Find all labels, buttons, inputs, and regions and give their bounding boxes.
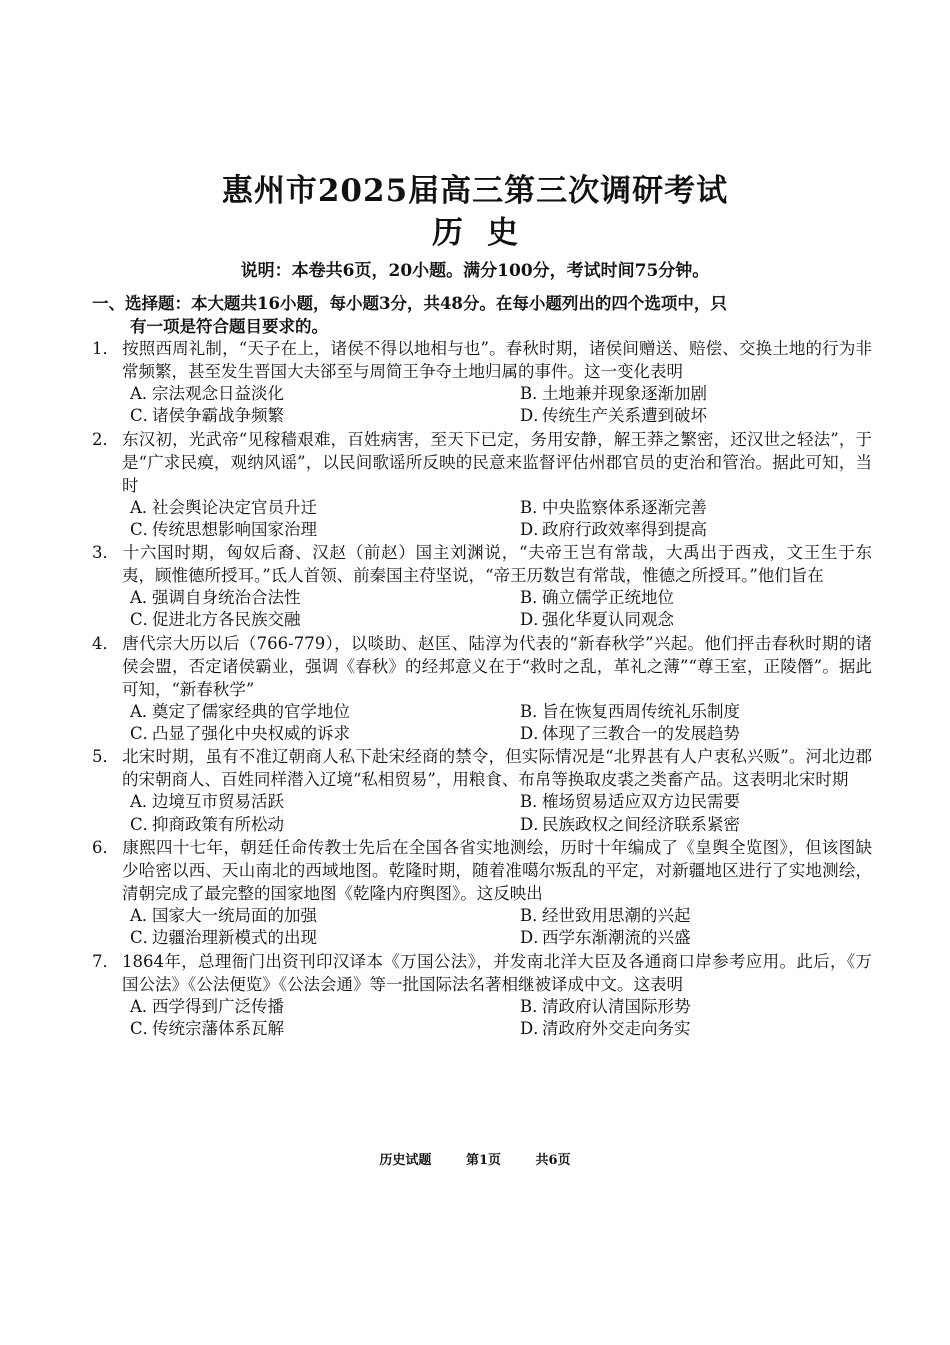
footer-subject: 历史试题 bbox=[379, 1153, 432, 1168]
question-number: 6． bbox=[92, 837, 119, 857]
option-c bbox=[92, 1018, 482, 1040]
question-stem bbox=[92, 950, 872, 996]
option-text: 促进北方各民族交融 bbox=[152, 610, 301, 630]
option-grid bbox=[92, 791, 872, 836]
option-text: 边疆治理新模式的出现 bbox=[152, 928, 317, 948]
option-a bbox=[92, 791, 482, 813]
option-letter: C． bbox=[130, 724, 160, 744]
option-grid bbox=[92, 383, 872, 428]
section-heading-line2: 有一项是符合题目要求的。 bbox=[130, 317, 328, 336]
option-c bbox=[92, 609, 482, 631]
question-number: 5． bbox=[92, 747, 119, 767]
option-letter: C． bbox=[130, 406, 160, 426]
option-letter: A． bbox=[130, 792, 159, 812]
option-text: 确立儒学正统地位 bbox=[542, 588, 674, 608]
option-letter: D． bbox=[520, 406, 550, 426]
option-text: 凸显了强化中央权威的诉求 bbox=[152, 724, 350, 744]
question-text: 东汉初，光武帝“见稼穑艰难，百姓病害，至天下已定，务用安静，解王莽之繁密，还汉世之轻法”，于是“广求民瘼，观纳风谣”，以民间歌谣所反映的民意来监督评估州郡官员的吏治和管治。据此可知，当时 bbox=[122, 429, 872, 495]
exam-instructions: 说明：本卷共6页，20小题。满分100分，考试时间75分钟。 bbox=[240, 261, 710, 281]
option-text: 清政府认清国际形势 bbox=[542, 996, 691, 1016]
option-letter: A． bbox=[130, 588, 159, 608]
question-text: 1864年，总理衙门出资刊印汉译本《万国公法》，并发南北洋大臣及各通商口岸参考应用。此后，《万国公法》《公法便览》《公法会通》等一批国际法名著相继被译成中文。这表明 bbox=[122, 951, 872, 994]
option-letter: A． bbox=[130, 996, 159, 1016]
option-letter: D． bbox=[520, 519, 550, 539]
option-letter: B． bbox=[520, 497, 549, 517]
question-number: 2． bbox=[92, 429, 119, 449]
option-b bbox=[482, 905, 872, 927]
option-d bbox=[482, 1018, 872, 1040]
option-a bbox=[92, 905, 482, 927]
question-stem bbox=[92, 428, 872, 497]
option-text: 政府行政效率得到提高 bbox=[542, 519, 707, 539]
question bbox=[92, 337, 872, 428]
option-letter: B． bbox=[520, 792, 549, 812]
option-letter: D． bbox=[520, 610, 550, 630]
question-stem bbox=[92, 745, 872, 791]
question-number: 1． bbox=[92, 339, 119, 358]
question bbox=[92, 541, 872, 632]
option-text: 旨在恢复西周传统礼乐制度 bbox=[542, 701, 740, 721]
option-c bbox=[92, 519, 482, 541]
option-a bbox=[92, 996, 482, 1018]
option-c bbox=[92, 927, 482, 949]
option-b bbox=[482, 996, 872, 1018]
option-d bbox=[482, 927, 872, 949]
option-grid bbox=[92, 587, 872, 632]
option-b bbox=[482, 497, 872, 519]
question bbox=[92, 632, 872, 746]
option-letter: C． bbox=[130, 1018, 160, 1038]
option-letter: B． bbox=[520, 384, 549, 403]
option-grid bbox=[92, 701, 872, 746]
exam-subject: 历史 bbox=[432, 215, 542, 251]
option-text: 西学东渐潮流的兴盛 bbox=[542, 928, 691, 948]
option-d bbox=[482, 723, 872, 745]
question-list bbox=[92, 337, 872, 1040]
option-text: 西学得到广泛传播 bbox=[152, 996, 284, 1016]
option-text: 清政府外交走向务实 bbox=[542, 1018, 691, 1038]
option-grid bbox=[92, 497, 872, 542]
option-text: 榷场贸易适应双方边民需要 bbox=[542, 792, 740, 812]
option-letter: D． bbox=[520, 814, 550, 834]
option-b bbox=[482, 701, 872, 723]
question bbox=[92, 428, 872, 542]
option-d bbox=[482, 405, 872, 427]
option-a bbox=[92, 383, 482, 405]
option-letter: C． bbox=[130, 928, 160, 948]
option-text: 抑商政策有所松动 bbox=[152, 814, 284, 834]
option-text: 边境互市贸易活跃 bbox=[152, 792, 284, 812]
option-c bbox=[92, 405, 482, 427]
option-text: 奠定了儒家经典的官学地位 bbox=[152, 701, 350, 721]
question-stem bbox=[92, 337, 872, 383]
option-a bbox=[92, 587, 482, 609]
option-text: 国家大一统局面的加强 bbox=[152, 905, 317, 925]
option-a bbox=[92, 701, 482, 723]
question-text: 按照西周礼制，“天子在上，诸侯不得以地相与也”。春秋时期，诸侯间赠送、赔偿、交换土地的行为非常频繁，甚至发生晋国大夫郤至与周简王争夺土地归属的事件。这一变化表明 bbox=[122, 339, 872, 381]
option-text: 中央监察体系逐渐完善 bbox=[542, 497, 707, 517]
option-a bbox=[92, 497, 482, 519]
option-letter: B． bbox=[520, 996, 549, 1016]
question-text: 十六国时期，匈奴后裔、汉赵（前赵）国主刘渊说，“夫帝王岂有常哉，大禹出于西戎，文王生于东夷，顾惟德所授耳。”氐人首领、前秦国主苻坚说，“帝王历数岂有常哉，惟德之所授耳。”他们旨在 bbox=[122, 543, 872, 586]
option-b bbox=[482, 791, 872, 813]
question-stem bbox=[92, 632, 872, 701]
option-grid bbox=[92, 905, 872, 950]
option-grid bbox=[92, 996, 872, 1041]
option-text: 民族政权之间经济联系紧密 bbox=[542, 814, 740, 834]
option-letter: A． bbox=[130, 497, 159, 517]
option-letter: D． bbox=[520, 928, 550, 948]
option-letter: D． bbox=[520, 724, 550, 744]
option-text: 传统宗藩体系瓦解 bbox=[152, 1018, 284, 1038]
option-letter: A． bbox=[130, 905, 159, 925]
option-b bbox=[482, 383, 872, 405]
option-text: 传统生产关系遭到破坏 bbox=[542, 406, 707, 426]
footer-total-pages: 共6页 bbox=[535, 1153, 571, 1168]
question bbox=[92, 950, 872, 1041]
exam-title: 惠州市2025届高三第三次调研考试 bbox=[221, 173, 729, 209]
question-number: 3． bbox=[92, 543, 119, 563]
option-letter: A． bbox=[130, 701, 159, 721]
option-letter: D． bbox=[520, 1018, 550, 1038]
option-d bbox=[482, 519, 872, 541]
question-text: 唐代宗大历以后（766-779），以啖助、赵匡、陆淳为代表的“新春秋学”兴起。他们抨击春秋时期的诸侯会盟，否定诸侯霸业，强调《春秋》的经邦意义在于“救时之乱，革礼之薄”“尊王室，正陵僭”。据此可知，“新春秋学” bbox=[122, 633, 872, 699]
option-letter: B． bbox=[520, 701, 549, 721]
option-text: 传统思想影响国家治理 bbox=[152, 519, 317, 539]
footer-page-number: 第1页 bbox=[465, 1153, 501, 1168]
page-footer bbox=[0, 1152, 950, 1170]
question-stem bbox=[92, 836, 872, 905]
option-c bbox=[92, 723, 482, 745]
option-d bbox=[482, 814, 872, 836]
question-number: 7． bbox=[92, 951, 119, 971]
section-heading-line1: 一、选择题：本大题共16小题，每小题3分，共48分。在每小题列出的四个选项中，只 bbox=[92, 294, 727, 313]
question-number: 4． bbox=[92, 633, 119, 653]
option-c bbox=[92, 814, 482, 836]
question-text: 北宋时期，虽有不准辽朝商人私下赴宋经商的禁令，但实际情况是“北界甚有人户衷私兴贩”。河北边郡的宋朝商人、百姓同样潜入辽境“私相贸易”，用粮食、布帛等换取皮裘之类畜产品。这表明北宋时期 bbox=[122, 747, 872, 790]
option-letter: B． bbox=[520, 588, 549, 608]
question-text: 康熙四十七年，朝廷任命传教士先后在全国各省实地测绘，历时十年编成了《皇舆全览图》，但该图缺少哈密以西、天山南北的西域地图。乾隆时期，随着准噶尔叛乱的平定，对新疆地区进行了实地测绘，清朝完成了最完整的国家地图《乾隆内府舆图》。这反映出 bbox=[122, 837, 872, 903]
option-text: 体现了三教合一的发展趋势 bbox=[542, 724, 740, 744]
option-b bbox=[482, 587, 872, 609]
section-heading bbox=[92, 292, 872, 338]
option-text: 土地兼并现象逐渐加剧 bbox=[542, 384, 707, 403]
option-text: 经世致用思潮的兴起 bbox=[542, 905, 691, 925]
option-letter: B． bbox=[520, 905, 549, 925]
option-text: 诸侯争霸战争频繁 bbox=[152, 406, 284, 426]
question-stem bbox=[92, 541, 872, 587]
option-text: 社会舆论决定官员升迁 bbox=[152, 497, 317, 517]
option-text: 强调自身统治合法性 bbox=[152, 588, 301, 608]
option-letter: C． bbox=[130, 610, 160, 630]
question bbox=[92, 745, 872, 836]
option-text: 强化华夏认同观念 bbox=[542, 610, 674, 630]
question bbox=[92, 836, 872, 950]
option-d bbox=[482, 609, 872, 631]
option-text: 宗法观念日益淡化 bbox=[152, 384, 284, 403]
option-letter: C． bbox=[130, 814, 160, 834]
option-letter: C． bbox=[130, 519, 160, 539]
option-letter: A． bbox=[130, 384, 159, 403]
